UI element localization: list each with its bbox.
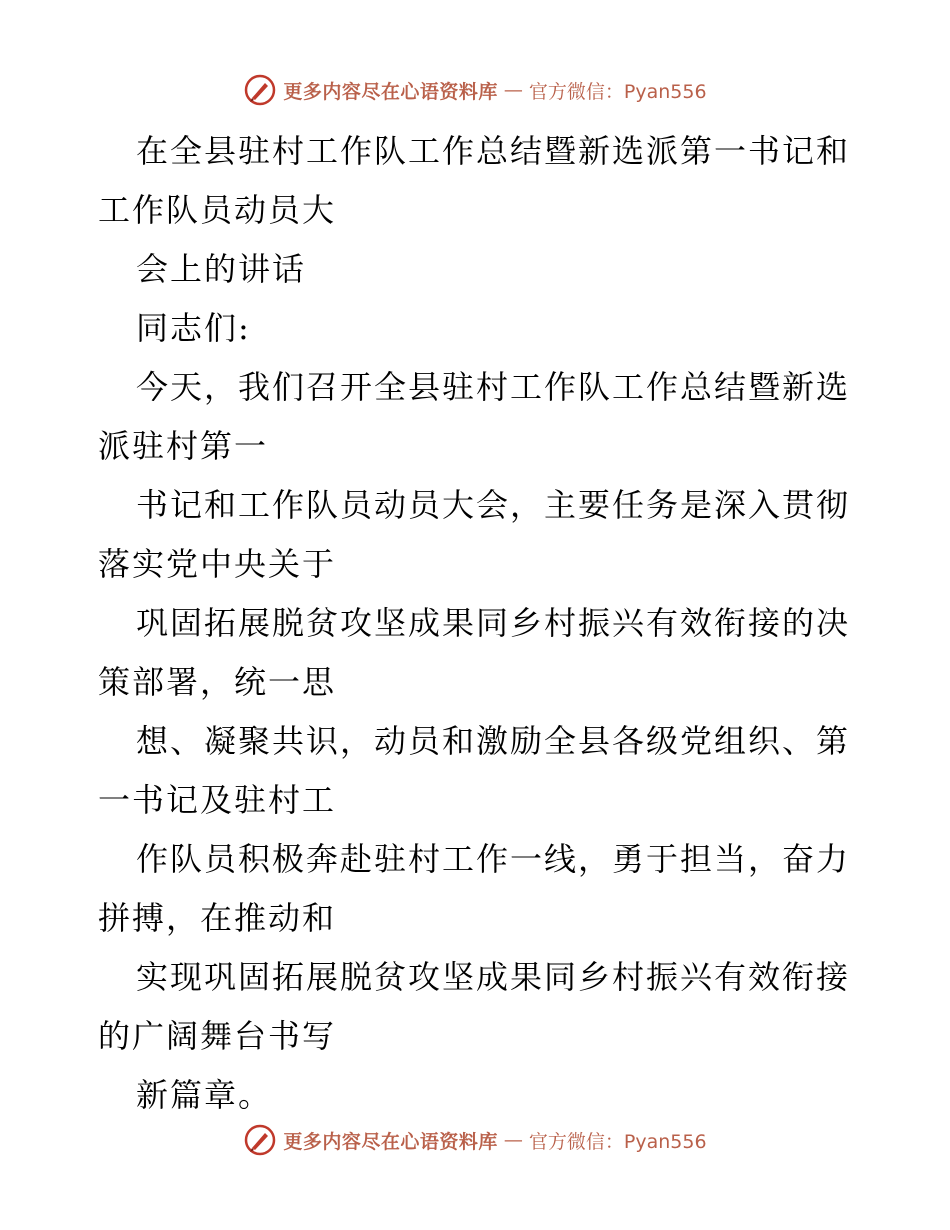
document-line: 落实党中央关于 bbox=[98, 545, 337, 583]
document-line: 今天，我们召开全县驻村工作队工作总结暨新选 bbox=[136, 368, 851, 406]
document-line: 一书记及驻村工 bbox=[98, 781, 337, 819]
document-line: 实现巩固拓展脱贫攻坚成果同乡村振兴有效衔接 bbox=[136, 958, 851, 996]
document-line: 的广阔舞台书写 bbox=[98, 1017, 337, 1055]
banner-separator: — bbox=[503, 79, 523, 101]
banner-title: 更多内容尽在心语资料库 bbox=[283, 1130, 498, 1153]
document-line: 会上的讲话 bbox=[136, 250, 307, 288]
banner-wechat: 官方微信：Pyan556 bbox=[528, 80, 707, 103]
document-line: 策部署，统一思 bbox=[98, 663, 337, 701]
pen-logo-icon bbox=[243, 1123, 277, 1157]
document-line: 在全县驻村工作队工作总结暨新选派第一书记和 bbox=[136, 132, 851, 170]
banner-wechat: 官方微信：Pyan556 bbox=[528, 1130, 707, 1153]
document-line: 作队员积极奔赴驻村工作一线，勇于担当，奋力 bbox=[136, 840, 851, 878]
banner-title: 更多内容尽在心语资料库 bbox=[283, 80, 498, 103]
document-body bbox=[98, 122, 858, 1125]
pen-logo-icon bbox=[243, 73, 277, 107]
document-line: 书记和工作队员动员大会，主要任务是深入贯彻 bbox=[136, 486, 851, 524]
document-line: 拼搏，在推动和 bbox=[98, 899, 337, 937]
footer-banner bbox=[0, 1120, 950, 1160]
document-line: 派驻村第一 bbox=[98, 427, 269, 465]
document-line: 工作队员动员大 bbox=[98, 191, 337, 229]
document-line: 巩固拓展脱贫攻坚成果同乡村振兴有效衔接的决 bbox=[136, 604, 851, 642]
document-line: 同志们: bbox=[136, 309, 251, 347]
header-banner bbox=[0, 70, 950, 110]
document-line: 想、凝聚共识，动员和激励全县各级党组织、第 bbox=[136, 722, 851, 760]
document-line: 新篇章。 bbox=[136, 1076, 273, 1114]
banner-separator: — bbox=[503, 1129, 523, 1151]
